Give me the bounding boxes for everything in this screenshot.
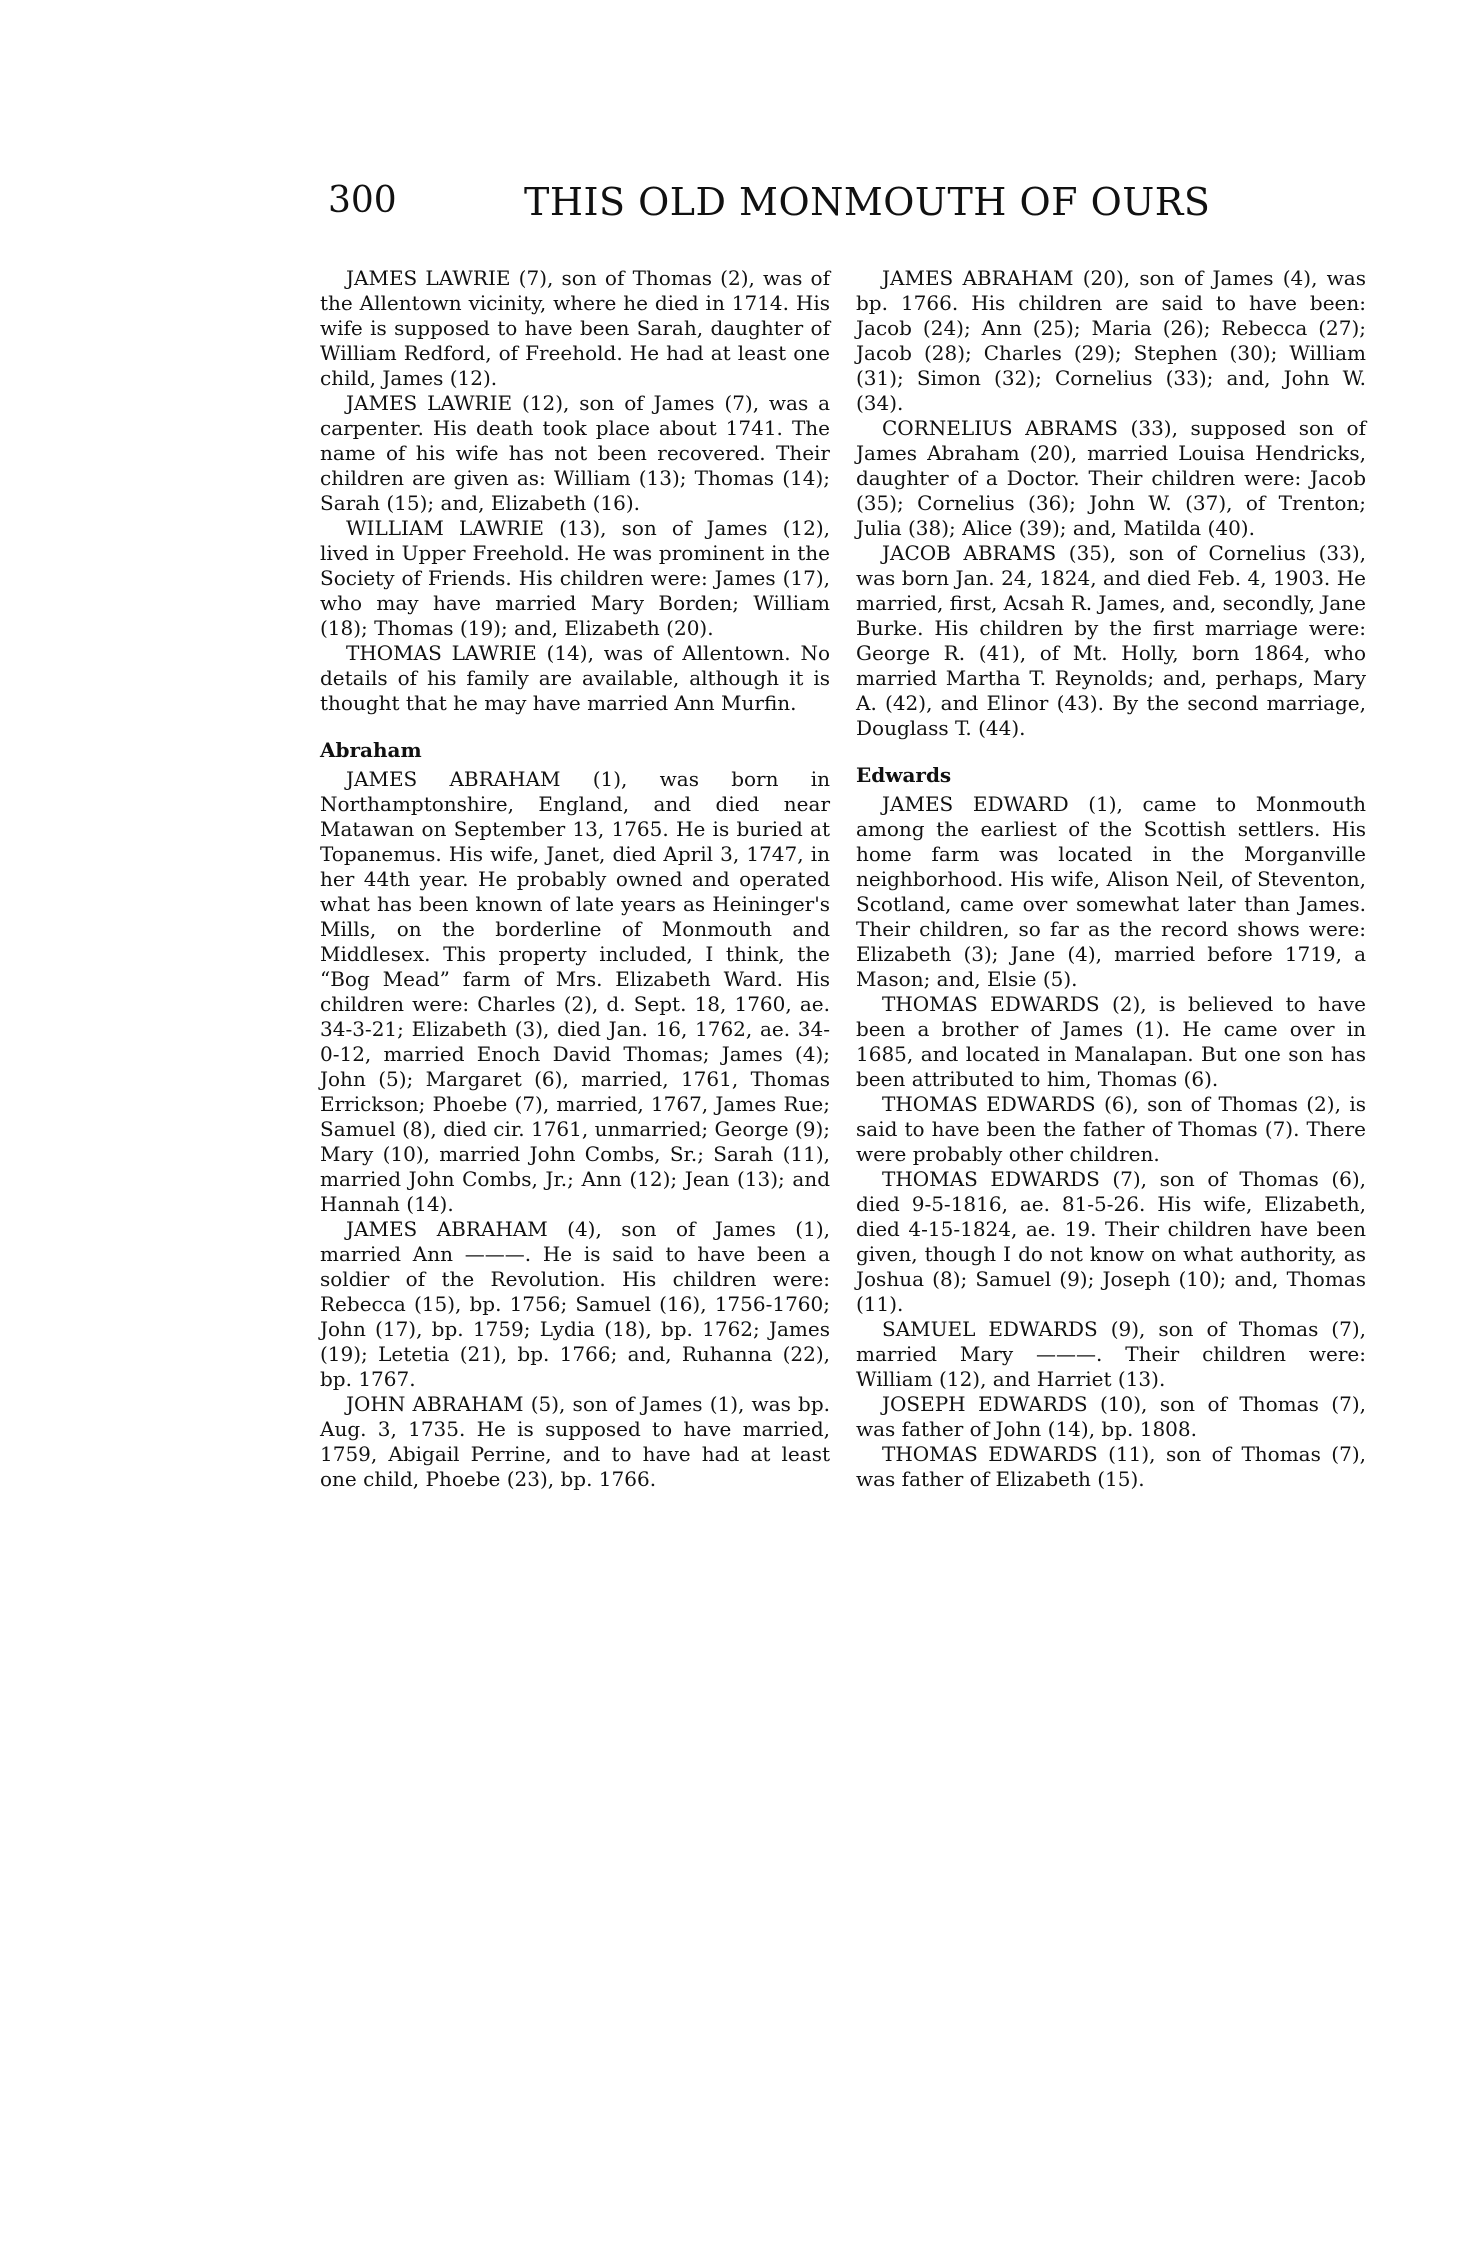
entry-thomas-edwards-6: THOMAS EDWARDS (6), son of Thomas (2), is said to have been the father of Thomas (7). There were probably other children. bbox=[856, 1092, 1366, 1166]
entry-samuel-edwards-9: SAMUEL EDWARDS (9), son of Thomas (7), married Mary ———. Their children were: William (12), and Harriet (13). bbox=[856, 1317, 1366, 1391]
page-header bbox=[328, 180, 1211, 236]
running-title: THIS OLD MONMOUTH OF OURS bbox=[524, 180, 1211, 224]
entry-james-abraham-4: JAMES ABRAHAM (4), son of James (1), married Ann ———. He is said to have been a soldier of the Revolution. His children were: Rebecca (15), bp. 1756; Samuel (16), 1756-1760; John (17), bp. 1759; Lydia (18), bp. 1762; James (19); Letetia (21), bp. 1766; and, Ruhanna (22), bp. 1767. bbox=[320, 1217, 830, 1391]
entry-james-edward-1: JAMES EDWARD (1), came to Monmouth among the earliest of the Scottish settlers. His home farm was located in the Morganville neighborhood. His wife, Alison Neil, of Steventon, Scotland, came over somewhat later than James. Their children, so far as the record shows were: Elizabeth (3); Jane (4), married before 1719, a Mason; and, Elsie (5). bbox=[856, 792, 1366, 991]
entry-joseph-edwards-10: JOSEPH EDWARDS (10), son of Thomas (7), was father of John (14), bp. 1808. bbox=[856, 1392, 1366, 1441]
entry-john-abraham-5: JOHN ABRAHAM (5), son of James (1), was bp. Aug. 3, 1735. He is supposed to have married, 1759, Abigail Perrine, and to have had at least one child, Phoebe (23), bp. 1766. bbox=[320, 1392, 830, 1491]
section-heading-edwards: Edwards bbox=[856, 763, 952, 787]
entry-james-lawrie-12: JAMES LAWRIE (12), son of James (7), was a carpenter. His death took place about 1741. The name of his wife has not been recovered. Their children are given as: William (13); Thomas (14); Sarah (15); and, Elizabeth (16). bbox=[320, 391, 830, 515]
entry-thomas-edwards-11: THOMAS EDWARDS (11), son of Thomas (7), was father of Elizabeth (15). bbox=[856, 1442, 1366, 1491]
entry-thomas-edwards-7: THOMAS EDWARDS (7), son of Thomas (6), died 9-5-1816, ae. 81-5-26. His wife, Elizabeth, died 4-15-1824, ae. 19. Their children have been given, though I do not know on what authority, as Joshua (8); Samuel (9); Joseph (10); and, Thomas (11). bbox=[856, 1167, 1366, 1316]
entry-thomas-edwards-2: THOMAS EDWARDS (2), is believed to have been a brother of James (1). He came over in 1685, and located in Manalapan. But one son has been attributed to him, Thomas (6). bbox=[856, 992, 1366, 1091]
page-number: 300 bbox=[328, 180, 397, 221]
section-heading-abraham: Abraham bbox=[320, 738, 422, 762]
entry-cornelius-abrams-33: CORNELIUS ABRAMS (33), supposed son of James Abraham (20), married Louisa Hendricks, daughter of a Doctor. Their children were: Jacob (35); Cornelius (36); John W. (37), of Trenton; Julia (38); Alice (39); and, Matilda (40). bbox=[856, 416, 1366, 540]
right-column bbox=[856, 266, 1366, 1492]
entry-james-abraham-20: JAMES ABRAHAM (20), son of James (4), was bp. 1766. His children are said to have been: Jacob (24); Ann (25); Maria (26); Rebecca (27); Jacob (28); Charles (29); Stephen (30); William (31); Simon (32); Cornelius (33); and, John W. (34). bbox=[856, 266, 1366, 415]
left-column bbox=[320, 266, 830, 1492]
entry-william-lawrie-13: WILLIAM LAWRIE (13), son of James (12), lived in Upper Freehold. He was prominent in the Society of Friends. His children were: James (17), who may have married Mary Borden; William (18); Thomas (19); and, Elizabeth (20). bbox=[320, 516, 830, 640]
entry-jacob-abrams-35: JACOB ABRAMS (35), son of Cornelius (33), was born Jan. 24, 1824, and died Feb. 4, 1903. He married, first, Acsah R. James, and, secondly, Jane Burke. His children by the first marriage were: George R. (41), of Mt. Holly, born 1864, who married Martha T. Reynolds; and, perhaps, Mary A. (42), and Elinor (43). By the second marriage, Douglass T. (44). bbox=[856, 541, 1366, 740]
entry-james-abraham-1: JAMES ABRAHAM (1), was born in Northamptonshire, England, and died near Matawan on September 13, 1765. He is buried at Topanemus. His wife, Janet, died April 3, 1747, in her 44th year. He probably owned and operated what has been known of late years as Heininger's Mills, on the borderline of Monmouth and Middlesex. This property included, I think, the “Bog Mead” farm of Mrs. Elizabeth Ward. His children were: Charles (2), d. Sept. 18, 1760, ae. 34-3-21; Elizabeth (3), died Jan. 16, 1762, ae. 34-0-12, married Enoch David Thomas; James (4); John (5); Margaret (6), married, 1761, Thomas Errickson; Phoebe (7), married, 1767, James Rue; Samuel (8), died cir. 1761, unmarried; George (9); Mary (10), married John Combs, Sr.; Sarah (11), married John Combs, Jr.; Ann (12); Jean (13); and Hannah (14). bbox=[320, 767, 830, 1216]
entry-james-lawrie-7: JAMES LAWRIE (7), son of Thomas (2), was of the Allentown vicinity, where he died in 1714. His wife is supposed to have been Sarah, daughter of William Redford, of Freehold. He had at least one child, James (12). bbox=[320, 266, 830, 390]
entry-thomas-lawrie-14: THOMAS LAWRIE (14), was of Allentown. No details of his family are available, although it is thought that he may have married Ann Murfin. bbox=[320, 641, 830, 715]
